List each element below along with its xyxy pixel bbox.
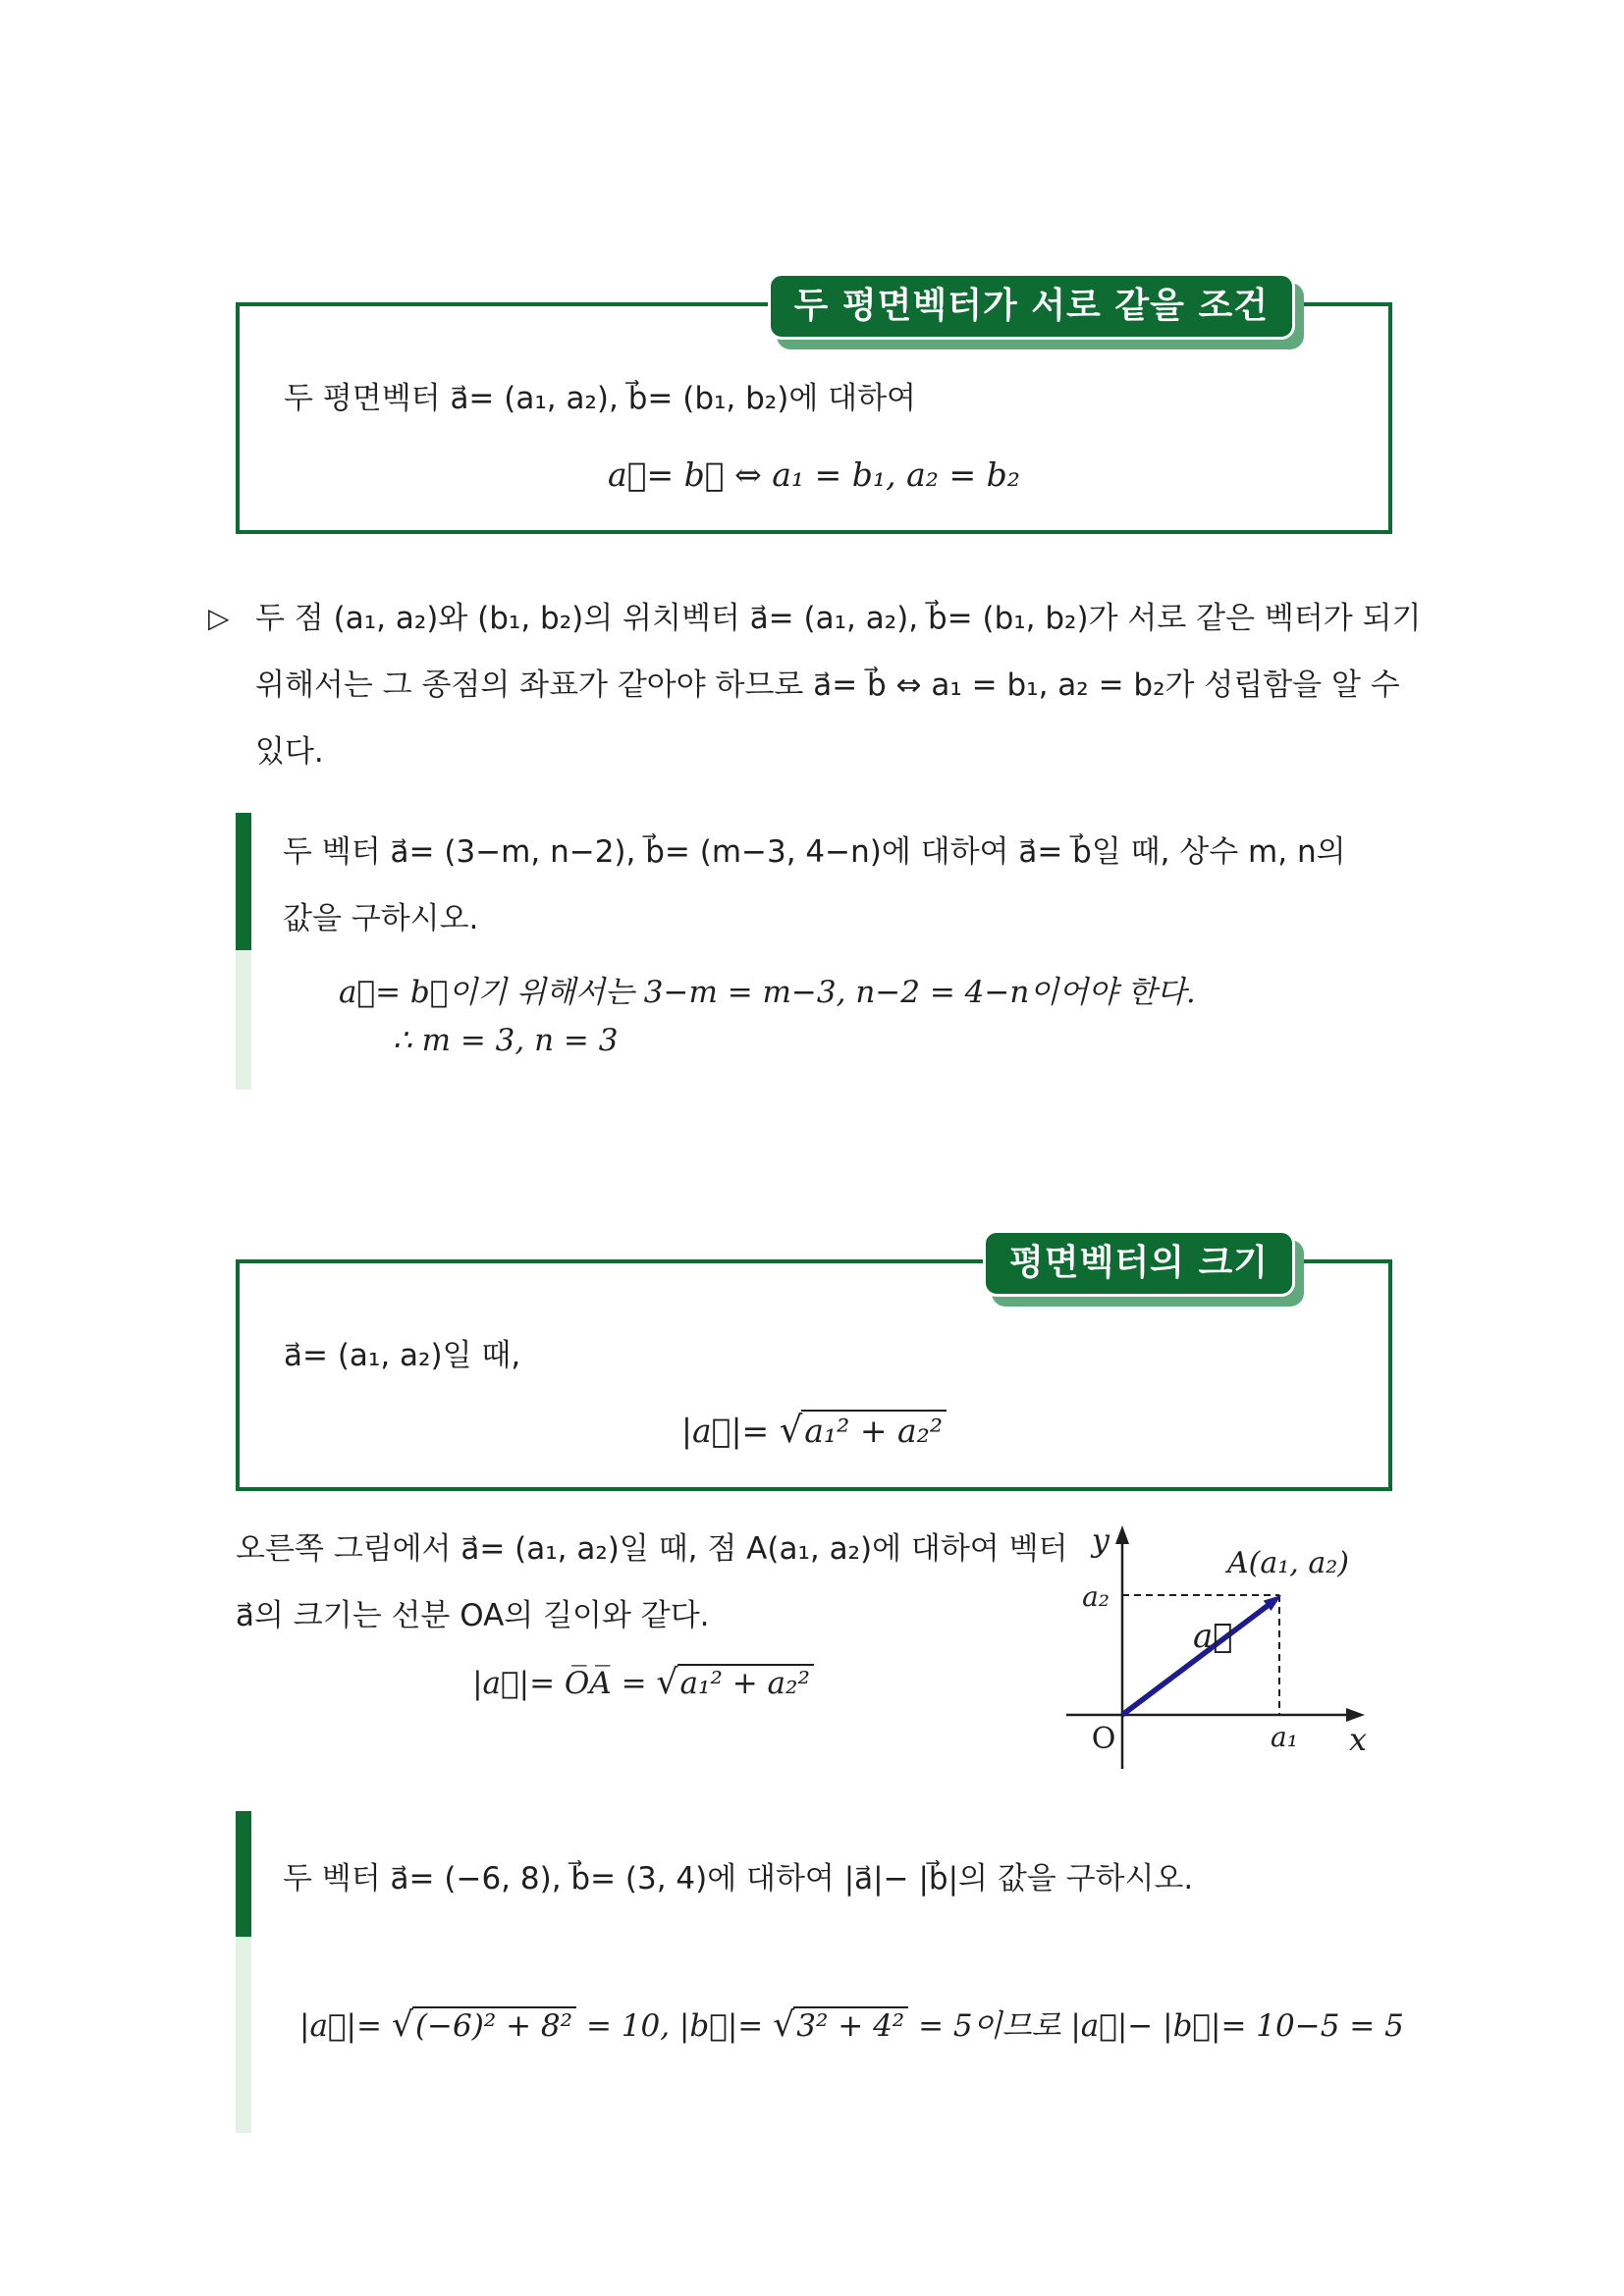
magnitude-oa-formula: |a⃗|= O̅A̅ = √a₁² + a₂² [0,1663,1286,1702]
magnitude-body-line-2: a⃗의 크기는 선분 OA의 길이와 같다. [236,1598,710,1633]
vector-equality-formula: a⃗= b⃗ ⇔ a₁ = b₁, a₂ = b₂ [608,455,1020,494]
triangle-bullet-icon: ▷ [208,602,230,634]
example1-solution-line-1: a⃗= b⃗이기 위해서는 3−m = m−3, n−2 = 4−n이어야 한다. [339,975,1196,1010]
a1-tick-label: a₁ [1271,1721,1298,1753]
example1-problem-line-2: 값을 구하시오. [283,901,479,936]
x-axis-label: x [1348,1721,1367,1758]
note-line-2: 위해서는 그 종점의 좌표가 같아야 하므로 a⃗= b⃗ ⇔ a₁ = b₁, a₂ = b₂가 성립함을 알 수 [255,667,1400,703]
example1-solution-line-2: ∴ m = 3, n = 3 [393,1023,619,1058]
figure-canvas [1053,1512,1377,1777]
note-line-3: 있다. [255,734,324,770]
vector-equality-rulebox [236,286,1392,534]
example1-problem-line-1: 두 벡터 a⃗= (3−m, n−2), b⃗= (m−3, 4−n)에 대하여 a⃗= b⃗일 때, 상수 m, n의 [283,834,1346,870]
note-line-1: 두 점 (a₁, a₂)와 (b₁, b₂)의 위치벡터 a⃗= (a₁, a₂), b⃗= (b₁, b₂)가 서로 같은 벡터가 되기 [255,601,1422,636]
note-paragraph [208,585,1422,785]
example2-problem-line: 두 벡터 a⃗= (−6, 8), b⃗= (3, 4)에 대하여 |a⃗|− |b⃗|의 값을 구하시오. [283,1861,1194,1896]
example2-problem-bar [236,1811,251,1937]
vector-coordinate-figure [1053,1512,1377,1777]
x-axis-arrowhead-icon [1346,1708,1365,1722]
a2-tick-label: a₂ [1082,1580,1110,1613]
vector-equality-title-badge: 두 평면벡터가 서로 같을 조건 [768,273,1295,340]
vector-magnitude-rulebox [236,1243,1392,1491]
example2-solution-line: |a⃗|= √(−6)² + 8² = 10, |b⃗|= √3² + 4² = 5이므로 |a⃗|− |b⃗|= 10−5 = 5 [299,2005,1404,2045]
magnitude-body-line-1: 오른쪽 그림에서 a⃗= (a₁, a₂)일 때, 점 A(a₁, a₂)에 대하여 벡터 [236,1531,1068,1567]
example1-solution-bar [236,950,251,1090]
example1-problem-bar [236,813,251,950]
y-axis-arrowhead-icon [1115,1525,1129,1544]
y-axis-label: y [1091,1522,1110,1559]
point-a-label: A(a₁, a₂) [1227,1546,1349,1580]
vector-equality-statement: 두 평면벡터 a⃗= (a₁, a₂), b⃗= (b₁, b₂)에 대하여 [284,381,916,416]
vector-magnitude-formula: |a⃗|= √a₁² + a₂² [240,1409,1388,1451]
vector-magnitude-statement: a⃗= (a₁, a₂)일 때, [284,1338,521,1373]
vector-a-label: a⃗ [1193,1617,1233,1656]
origin-label: O [1091,1722,1116,1756]
vector-magnitude-title-badge: 평면벡터의 크기 [983,1230,1295,1297]
example2-solution-bar [236,1937,251,2133]
